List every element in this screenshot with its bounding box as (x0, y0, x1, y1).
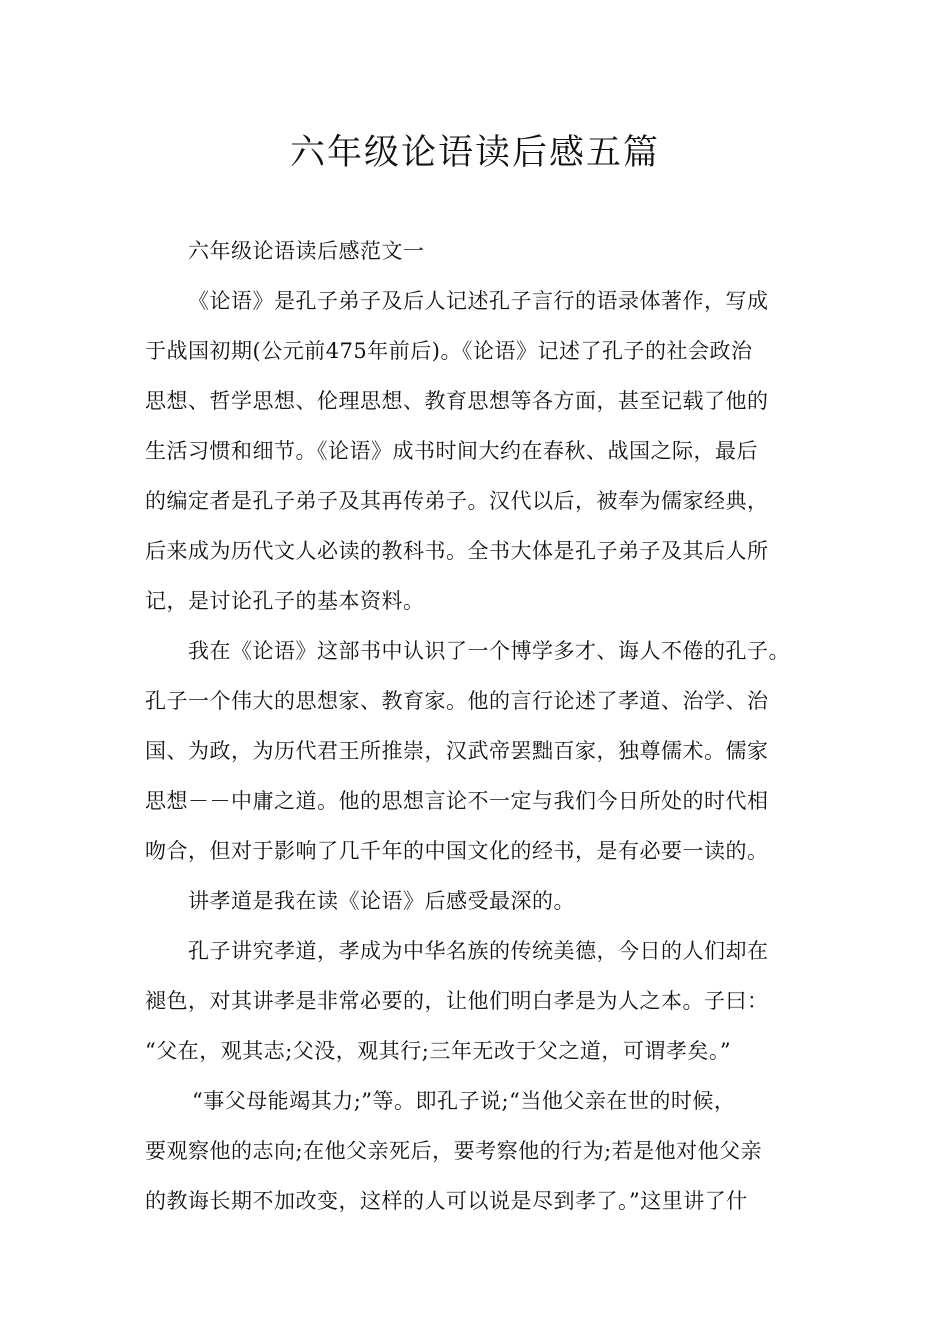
paragraph-line: 孔子一个伟大的思想家、教育家。他的言行论述了孝道、治学、治 (145, 689, 769, 713)
paragraph-line: 孔子讲究孝道，孝成为中华名族的传统美德，今日的人们却在 (188, 939, 769, 963)
paragraph-line: 于战国初期(公元前475年前后)。《论语》记述了孔子的社会政治 (145, 339, 753, 363)
paragraph-line: “父在，观其志;父没，观其行;三年无改于父之道，可谓孝矣。” (145, 1039, 732, 1063)
paragraph-line: 褪色，对其讲孝是非常必要的，让他们明白孝是为人之本。子曰： (145, 989, 769, 1013)
paragraph-line: 记，是讨论孔子的基本资料。 (145, 589, 425, 613)
paragraph-line: 讲孝道是我在读《论语》后感受最深的。 (188, 889, 575, 913)
paragraph-line: 吻合，但对于影响了几千年的中国文化的经书，是有必要一读的。 (145, 839, 769, 863)
paragraph-line: 思想－－中庸之道。他的思想言论不一定与我们今日所处的时代相 (145, 789, 769, 813)
paragraph-line: 要观察他的志向;在他父亲死后，要考察他的行为;若是他对他父亲 (145, 1139, 763, 1163)
document-title: 六年级论语读后感五篇 (289, 133, 660, 173)
paragraph-line: 思想、哲学思想、伦理思想、教育思想等各方面，甚至记载了他的 (145, 389, 769, 413)
paragraph-line: “事父母能竭其力;”等。即孔子说;“当他父亲在世的时候， (192, 1089, 736, 1113)
paragraph-line: 后来成为历代文人必读的教科书。全书大体是孔子弟子及其后人所 (145, 539, 769, 563)
paragraph-line: 的教诲长期不加改变，这样的人可以说是尽到孝了。”这里讲了什 (145, 1189, 748, 1213)
paragraph-line: 生活习惯和细节。《论语》成书时间大约在春秋、战国之际，最后 (145, 439, 758, 463)
paragraph-line: 《论语》是孔子弟子及后人记述孔子言行的语录体著作，写成 (188, 289, 769, 313)
paragraph-line: 的编定者是孔子弟子及其再传弟子。汉代以后，被奉为儒家经典， (145, 489, 769, 513)
paragraph-line: 国、为政，为历代君王所推崇，汉武帝罢黜百家，独尊儒术。儒家 (145, 739, 769, 763)
section-heading: 六年级论语读后感范文一 (188, 239, 425, 263)
paragraph-line: 我在《论语》这部书中认识了一个博学多才、诲人不倦的孔子。 (188, 639, 790, 663)
